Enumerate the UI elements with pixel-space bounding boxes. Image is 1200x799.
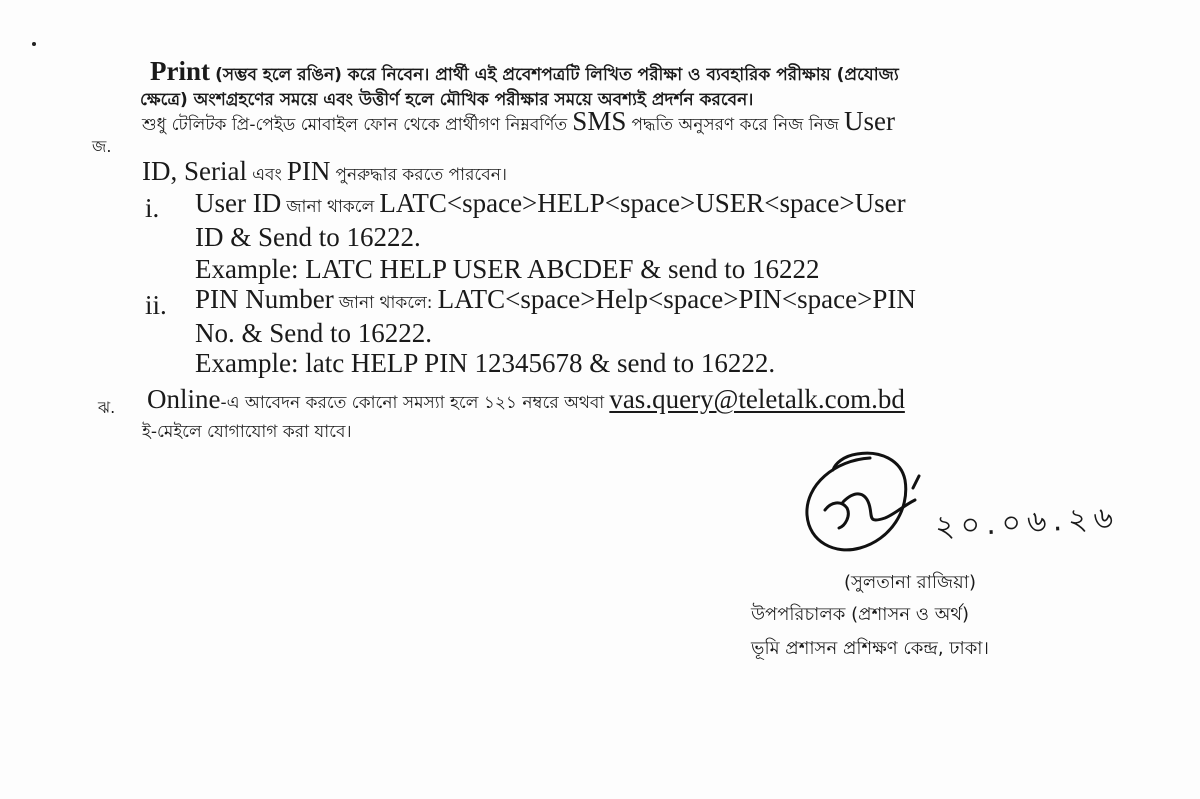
sub-item-marker-ii: ii. [145,290,167,320]
sms-instruction-line-1 [142,108,895,135]
online-help-line-2: ই-মেইলে যোগাযোগ করা যাবে। [142,422,352,442]
signatory-office: ভূমি প্রশাসন প্রশিক্ষণ কেন্দ্র, ঢাকা। [751,638,989,659]
user-id-label: User ID [195,188,282,218]
pin-sms-format: LATC<space>Help<space>PIN<space>PIN [437,284,916,314]
sms-word: SMS [572,106,627,136]
online-help-text: -এ আবেদন করতে কোনো সমস্যা হলে ১২১ নম্বরে অথবা [220,393,605,413]
pin-if-known-text: জানা থাকলে: [338,293,433,313]
if-known-text: জানা থাকলে [286,197,375,217]
sms-instruction-text-a: শুধু টেলিটক প্রি-পেইড মোবাইল ফোন থেকে প্রার্থীগণ নিম্নবর্ণিত [142,115,568,135]
handwritten-signature [795,440,1185,570]
and-word: এবং [252,165,282,185]
pin-number-label: PIN Number [195,284,334,314]
user-id-instruction-line [195,190,906,217]
recover-text: পুনরুদ্ধার করতে পারবেন। [335,165,507,185]
pin-send-line: No. & Send to 16222. [195,318,433,348]
print-instruction-text: (সম্ভব হলে রঙিন) করে নিবেন। প্রার্থী এই প্রবেশপত্রটি লিখিত পরীক্ষা ও ব্যবহারিক পরীক্ষায় (প্রযোজ্য [215,65,899,85]
paragraph-print-line-2 [140,92,753,109]
user-id-example-line: Example: LATC HELP USER ABCDEF & send to 16222 [195,254,820,284]
paragraph-print-line-1 [150,58,899,85]
print-word: Print [150,56,210,86]
sub-item-marker-i: i. [145,193,160,223]
item-marker-j: জ. [92,137,112,156]
item-marker-jh: ঝ. [98,398,116,417]
user-id-sms-format: LATC<space>HELP<space>USER<space>User [379,188,906,218]
sms-instruction-text-b: পদ্ধতি অনুসরণ করে নিজ নিজ [631,115,839,135]
pin-example-line: Example: latc HELP PIN 12345678 & send to 16222. [195,348,776,378]
user-id-send-line: ID & Send to 16222. [195,222,421,252]
signatory-designation: উপপরিচালক (প্রশাসন ও অর্থ) [750,604,970,625]
id-serial-text: ID, Serial [142,156,247,186]
sms-instruction-line-2 [142,158,507,185]
pin-word: PIN [286,156,331,186]
user-word: User [844,106,896,136]
online-word: Online [147,384,221,414]
support-email-link[interactable]: vas.query@teletalk.com.bd [609,384,905,414]
print-instruction-continuation: ক্ষেত্রে) অংশগ্রহণের সময়ে এবং উত্তীর্ণ হলে মৌখিক পরীক্ষার সময়ে অবশ্যই প্রদর্শন করবেন। [140,90,754,110]
speck-dot [32,42,36,46]
pin-instruction-line [195,286,916,313]
online-help-line-1 [147,386,905,413]
signatory-name: (সুলতানা রাজিয়া) [844,572,976,593]
signature-date: ২০.০৬.২৬ [934,500,1120,545]
